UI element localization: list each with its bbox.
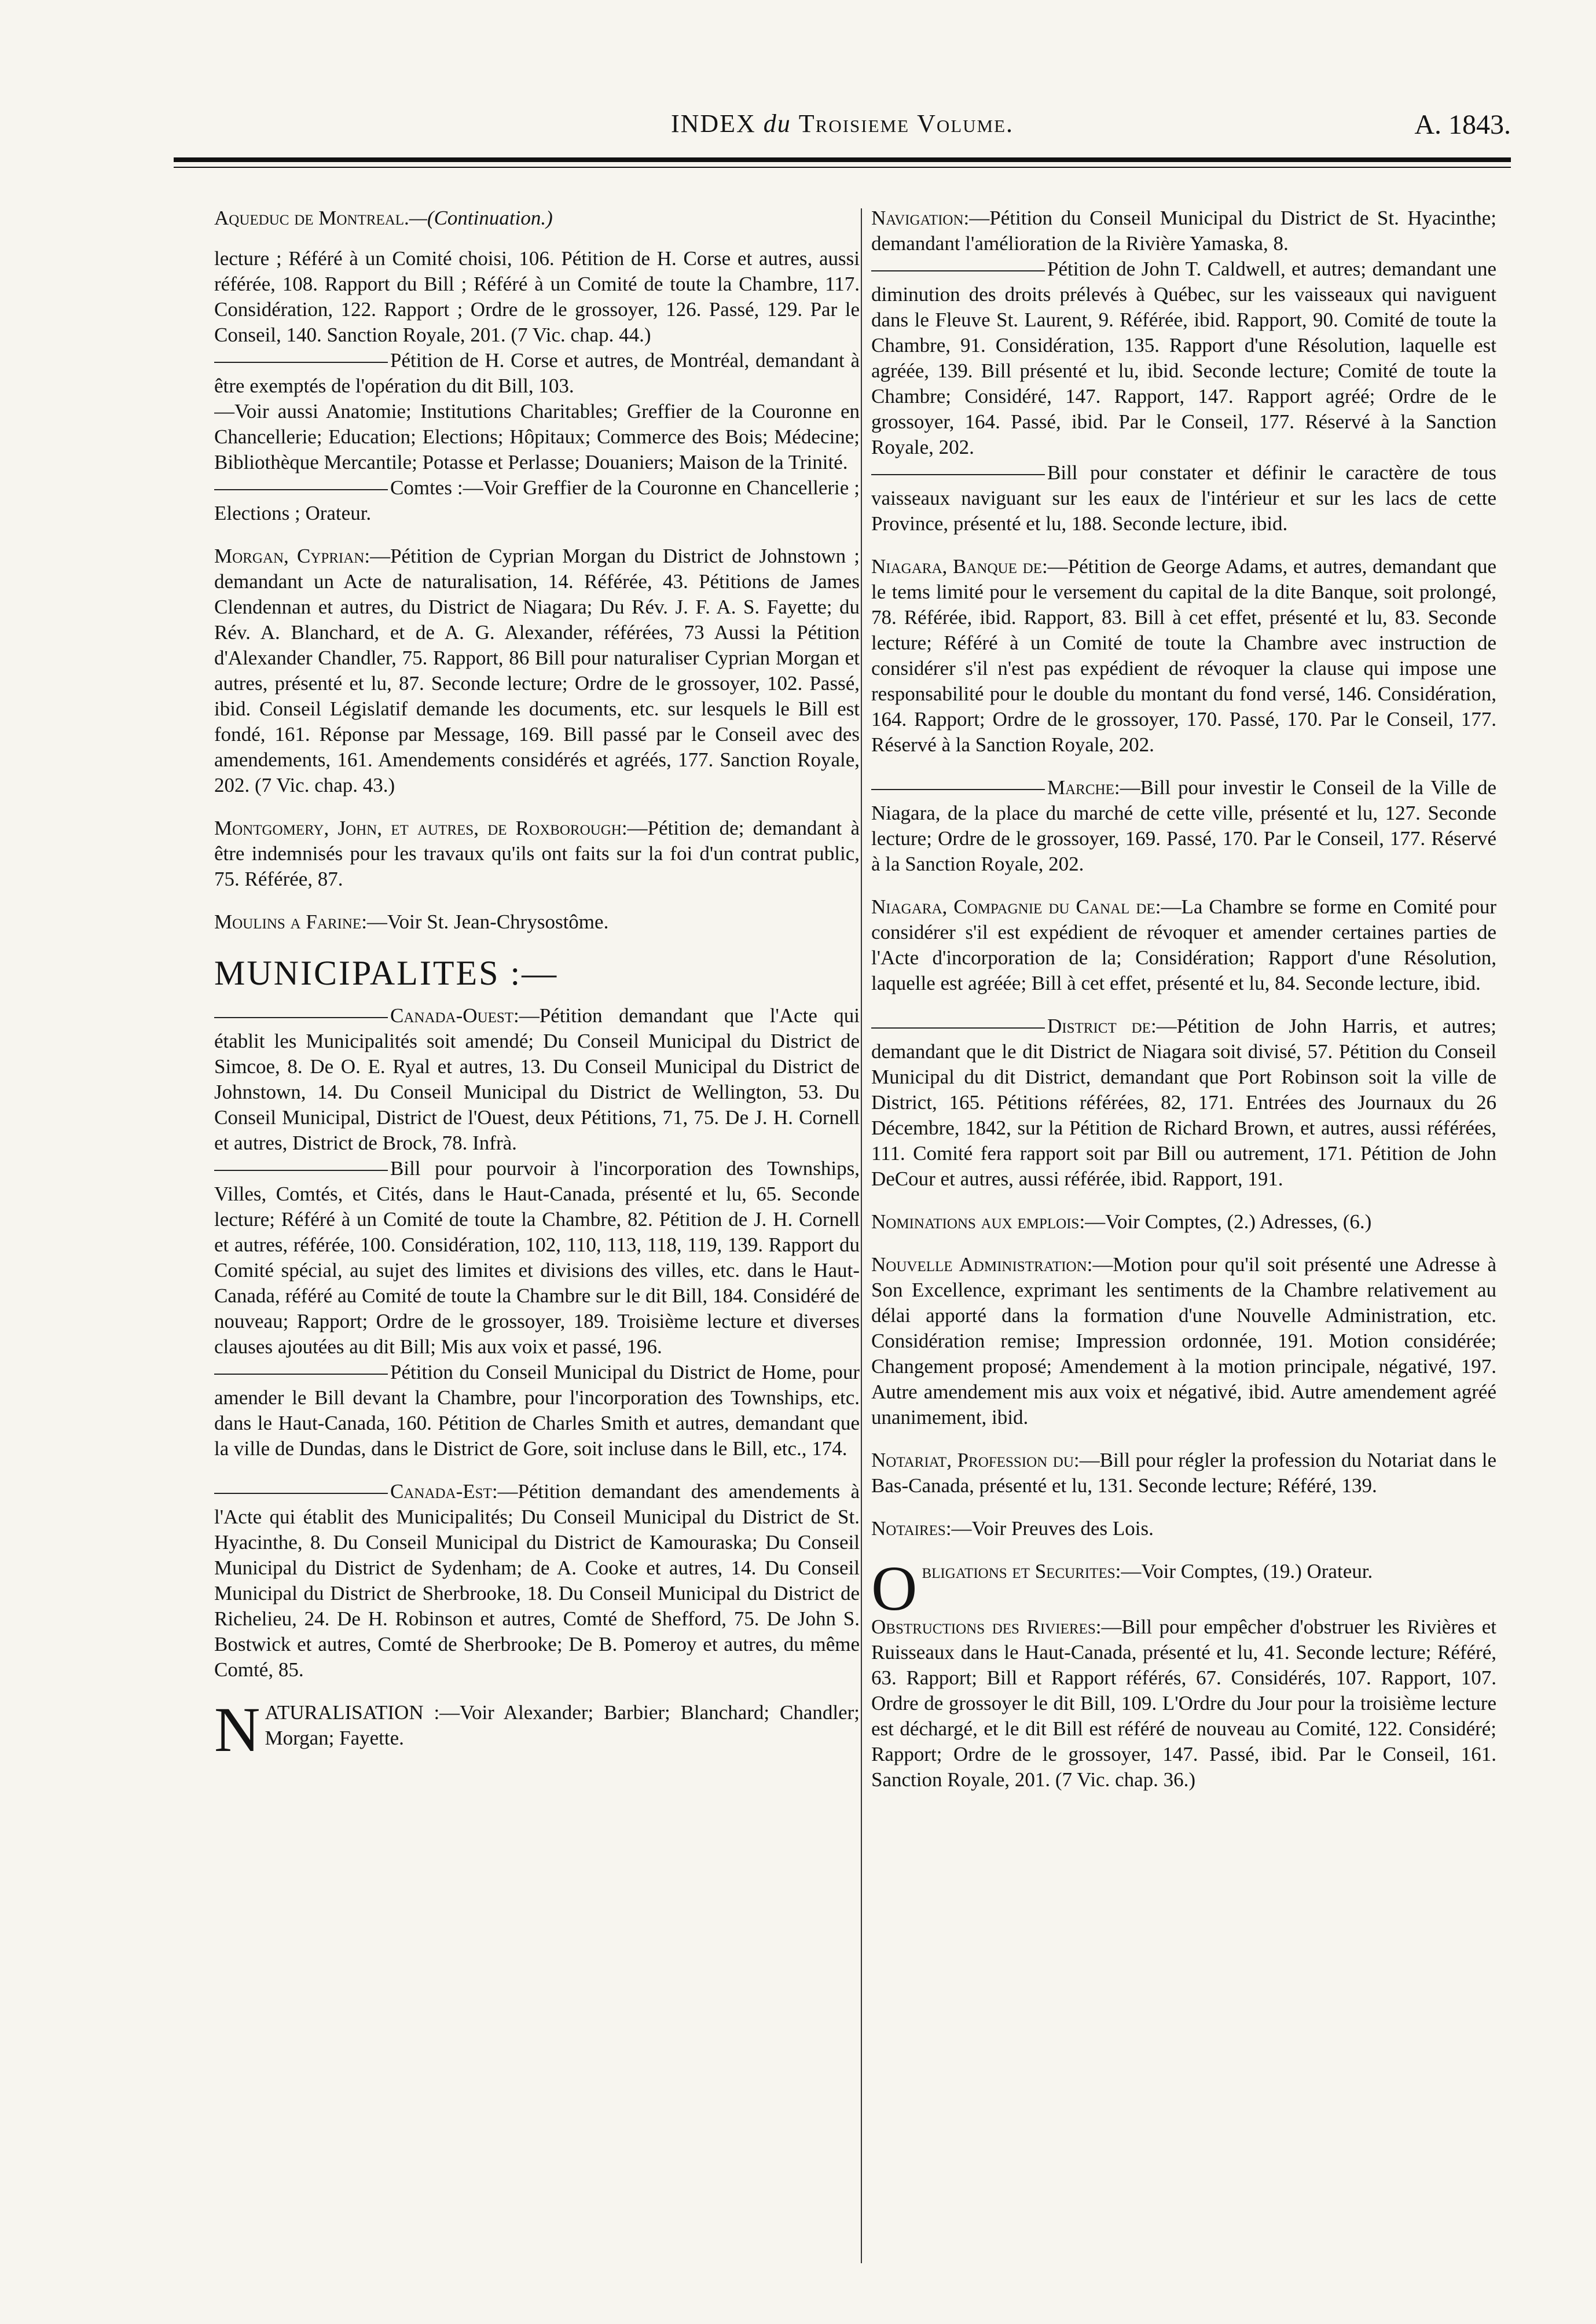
entry-canada-ouest — [214, 1003, 860, 1462]
entry-text: :—Bill pour investir le Conseil de la Ville de Niagara, de la place du marché de cette ville, présenté et lu, 127. Seconde lecture; Ordre de le grossoyer, 169. Passé, 170. Par le Conseil, 177. Réservé à la Sanction Royale, 202. — [871, 776, 1496, 875]
entry-district — [871, 1014, 1496, 1192]
entry-obligations — [871, 1553, 1496, 1624]
entry-text: —Voir aussi Anatomie; Institutions Charitables; Greffier de la Couronne en Chancellerie; Education; Elections; Hôpitaux; Commerce des Bois; Médecine; Bibliothèque Mercantile; Potasse et Perlasse; Douaniers; Maison de la Trinité. — [214, 400, 860, 473]
entry-montgomery — [214, 816, 860, 892]
entry-heading: Aqueduc de Montreal. — [214, 207, 409, 229]
entry-text: :—Pétition de George Adams, et autres, demandant que le tems limité pour le versement du capital de la dite Banque, soit prolongé, 78. Référée, ibid. Rapport, 83. Bill à cet effet, présenté et lu, 83. Seconde lecture; Référé à un Comité de toute la Chambre avec instruction de considérer s'il n'est pas expédient de révoquer la clause qui impose une responsabilité pour le double du montant du fond versé, 146. Considération, 164. Rapport; Ordre de le grossoyer, 170. Passé, 170. Par le Conseil, 177. Réservé à la Sanction Royale, 202. — [871, 555, 1496, 756]
entry-heading: Montgomery, John, et autres, de Roxborough — [214, 817, 622, 839]
entry-heading: Notariat, Profession du — [871, 1449, 1074, 1471]
right-column — [871, 205, 1496, 2266]
entry-text: :—Bill pour empêcher d'obstruer les Rivières et Ruisseaux dans le Haut-Canada, présenté et lu, 41. Seconde lecture; Référé, 63. Rapport; Bill et Rapport référés, 67. Considérés, 107. Rapport, 107. Ordre de grossoyer le dit Bill, 109. L'Ordre du Jour pour la troisième lecture est déchargé, et le dit Bill est référé de nouveau au Comité, 122. Considéré; Rapport; Ordre de le grossoyer, 147. Passé, ibid. Par le Conseil, 161. Sanction Royale, 201. (7 Vic. chap. 36.) — [871, 1616, 1496, 1791]
dash-rule — [214, 1017, 388, 1018]
dash-rule — [871, 270, 1045, 271]
entry-obstructions — [871, 1614, 1496, 1793]
drop-cap: N — [214, 1694, 261, 1765]
entry-heading: Morgan, Cyprian: — [214, 545, 370, 567]
entry-moulins — [214, 909, 860, 935]
dash-rule — [871, 789, 1045, 790]
entry-naturalisation — [214, 1694, 860, 1765]
entry-heading: Canada-Ouest — [390, 1004, 514, 1027]
entry-heading: Moulins a Farine — [214, 910, 362, 933]
entry-heading: Nouvelle Administration — [871, 1253, 1087, 1276]
entry-notaires — [871, 1516, 1496, 1541]
drop-cap: O — [871, 1553, 918, 1624]
entry-text: :—Voir Comptes, (2.) Adresses, (6.) — [1079, 1210, 1372, 1233]
entry-marche — [871, 775, 1496, 877]
header-rule-thin — [174, 167, 1511, 168]
entry-heading: Marche — [1047, 776, 1114, 799]
header-troisieme: Troisieme — [798, 109, 910, 138]
column-divider — [861, 208, 862, 2263]
header-du: du — [763, 109, 791, 138]
dash-rule — [214, 489, 388, 490]
entry-text: :—Motion pour qu'il soit présenté une Adresse à Son Excellence, exprimant les sentiments de la Chambre relativement au délai apporté dans la formation d'une Nouvelle Administration, etc. Considération remise; Impression ordonnée, 191. Motion considérée; Changement proposé; Amendement à la motion principale, négativé, 197. Autre amendement mis aux voix et négativé, ibid. Autre amendement agréé unanimement, ibid. — [871, 1253, 1496, 1429]
dash-rule — [214, 1374, 388, 1375]
header-volume: Volume. — [917, 109, 1014, 138]
entry-navigation — [871, 205, 1496, 537]
entry-text: :—La Chambre se forme en Comité pour considérer s'il est expédient de révoquer et amender certaines parties de l'Acte d'incorporation de la; Considération; Rapport d'une Résolution, laquelle est agréée; Bill à cet effet, présenté et lu, 84. Seconde lecture, ibid. — [871, 895, 1496, 994]
entry-morgan — [214, 544, 860, 798]
entry-continuation: —(Continuation.) — [409, 207, 553, 229]
dash-rule — [214, 1170, 388, 1171]
entry-aqueduc — [214, 205, 860, 526]
entry-text: :—Pétition de John Harris, et autres; demandant que le dit District de Niagara soit divisé, 57. Pétition du Conseil Municipal du dit District, demandant que Port Robinson soit la ville de District, 165. Pétitions référées, 82, 171. Entrées des Journaux du 26 Décembre, 1842, sur la Pétition de Richard Brown, et autres, aussi référées, 111. Comité fera rapport soit par Bill ou autrement, 171. Pétition de John DeCour et autres, aussi référée, ibid. Rapport, 191. — [871, 1015, 1496, 1190]
entry-heading: Nominations aux emplois — [871, 1210, 1080, 1233]
entry-text: lecture ; Référé à un Comité choisi, 106. Pétition de H. Corse et autres, aussi référée, 108. Rapport du Bill ; Référé à un Comité de toute la Chambre, 117. Considération, 122. Rapport ; Ordre de le grossoyer, 126. Passé, 129. Par le Conseil, 140. Sanction Royale, 201. (7 Vic. chap. 44.) — [214, 247, 860, 346]
entry-heading: Obstructions des Rivieres — [871, 1616, 1096, 1638]
entry-nominations — [871, 1209, 1496, 1235]
entry-text: :—Voir Preuves des Lois. — [945, 1517, 1154, 1540]
dash-rule — [214, 362, 388, 363]
entry-heading: District de — [1047, 1015, 1151, 1037]
header-index: INDEX — [670, 109, 756, 138]
entry-text: :—Voir St. Jean-Chrysostôme. — [361, 910, 609, 933]
entry-text: :—Voir Comptes, (19.) Orateur. — [1115, 1560, 1373, 1583]
entry-text: Bill pour pourvoir à l'incorporation des Townships, Villes, Comtés, et Cités, dans le Haut-Canada, présenté et lu, 65. Seconde lecture; Référé à un Comité de toute la Chambre, 82. Pétition de J. H. Cornell et autres, référée, 100. Considération, 102, 110, 113, 118, 119, 139. Rapport du Comité spécial, au sujet des limites et divisions des villes, etc. dans le Haut-Canada, référé au Comité de toute la Chambre sur le dit Bill, 184. Considéré de nouveau; Rapport; Ordre de le grossoyer, 189. Troisième lecture et diverses clauses ajoutées au dit Bill; Mis aux voix et passé, 196. — [214, 1157, 860, 1358]
entry-text: Comtes :—Voir Greffier de la Couronne en Chancellerie ; Elections ; Orateur. — [214, 476, 860, 524]
entry-niagara-banque — [871, 554, 1496, 758]
page-header — [174, 109, 1511, 149]
left-column — [214, 205, 860, 2266]
dash-rule — [871, 1027, 1045, 1029]
entry-heading: Canada-Est — [390, 1480, 492, 1503]
dash-rule — [214, 1493, 388, 1494]
section-heading-municipalites: MUNICIPALITES :— — [214, 954, 559, 992]
entry-text: :—Pétition de; demandant à être indemnisés pour les travaux qu'ils ont faits sur la foi d'un contrat public, 75. Référée, 87. — [214, 817, 860, 890]
dash-rule — [871, 474, 1045, 475]
entry-canada-est — [214, 1479, 860, 1683]
entry-text: Pétition de John T. Caldwell, et autres; demandant une diminution des droits prélevés à Québec, sur les vaisseaux qui naviguent dans le Fleuve St. Laurent, 9. Référée, ibid. Rapport, 90. Comité de toute la Chambre, 91. Considération, 135. Rapport d'une Résolution, laquelle est agréée, 139. Bill présenté et lu, ibid. Seconde lecture; Comité de toute la Chambre; Considéré, 147. Rapport, 147. Rapport agréé; Ordre de le grossoyer, 164. Passé, ibid. Par le Conseil, 177. Réservé à la Sanction Royale, 202. — [871, 258, 1496, 458]
entry-heading: Notaires — [871, 1517, 946, 1540]
entry-text: —Pétition de Cyprian Morgan du District de Johnstown ; demandant un Acte de naturalisation, 14. Référée, 43. Pétitions de James Clendennan et autres, du District de Niagara; Du Rév. J. F. A. S. Fayette; du Rév. A. Blanchard, et de A. G. Alexander, référées, 73 Aussi la Pétition d'Alexander Chandler, 75. Rapport, 86 Bill pour naturaliser Cyprian Morgan et autres, présenté et lu, 87. Seconde lecture; Ordre de le grossoyer, 102. Passé, ibid. Conseil Législatif demande les documents, etc. sur lesquels le Bill est fondé, 161. Réponse par Message, 169. Bill passé par le Conseil avec des amendements, 161. Amendements considérés et agréés, 177. Sanction Royale, 202. (7 Vic. chap. 43.) — [214, 545, 860, 796]
entry-heading: Niagara, Compagnie du Canal de — [871, 895, 1155, 918]
entry-text: ATURALISATION :—Voir Alexander; Barbier; Blanchard; Chandler; Morgan; Fayette. — [265, 1701, 860, 1749]
entry-heading: bligations et Securites — [922, 1560, 1116, 1583]
entry-heading: Navigation — [871, 207, 964, 229]
header-year: A. 1843. — [1414, 109, 1511, 140]
entry-nouvelle-administration — [871, 1252, 1496, 1430]
entry-niagara-canal — [871, 894, 1496, 996]
entry-text: :—Pétition demandant des amendements à l'Acte qui établit des Municipalités; Du Conseil Municipal du District de St. Hyacinthe, 8. Du Conseil Municipal du District de Kamouraska; Du Conseil Municipal du District de Sydenham; de A. Cooke et autres, 14. Du Conseil Municipal du District de Sherbrooke, 18. Du Conseil Municipal du District de Richelieu, 24. De H. Robinson et autres, Comté de Shefford, 75. De John S. Bostwick et autres, Comté de Sherbrooke; De B. Pomeroy et autres, du même Comté, 85. — [214, 1480, 860, 1681]
entry-notariat — [871, 1448, 1496, 1499]
entry-text: Pétition de H. Corse et autres, de Montréal, demandant à être exemptés de l'opération du dit Bill, 103. — [214, 349, 860, 397]
entry-text: :—Pétition demandant que l'Acte qui établit les Municipalités soit amendé; Du Conseil Municipal du District de Simcoe, 8. De O. E. Ryal et autres, 13. Du Conseil Municipal du District de Johnstown, 14. Du Conseil Municipal du District de Wellington, 53. Du Conseil Municipal, District de l'Ouest, deux Pétitions, 71, 75. De J. H. Cornell et autres, District de Brock, 78. Infrà. — [214, 1004, 860, 1154]
header-title — [174, 109, 1511, 138]
entry-text: Bill pour constater et définir le caractère de tous vaisseaux naviguant sur les eaux de l'intérieur et sur les lacs de cette Province, présenté et lu, 188. Seconde lecture, ibid. — [871, 461, 1496, 535]
entry-text: :—Bill pour régler la profession du Notariat dans le Bas-Canada, présenté et lu, 131. Seconde lecture; Référé, 139. — [871, 1449, 1496, 1497]
entry-text: Pétition du Conseil Municipal du District de Home, pour amender le Bill devant la Chambre, pour l'incorporation des Townships, etc. dans le Haut-Canada, 160. Pétition de Charles Smith et autres, demandant que la ville de Dundas, dans le District de Gore, soit incluse dans le Bill, etc., 174. — [214, 1361, 860, 1460]
entry-heading: Niagara, Banque de — [871, 555, 1042, 578]
header-rule-thick — [174, 157, 1511, 162]
entry-text: :—Pétition du Conseil Municipal du District de St. Hyacinthe; demandant l'amélioration de la Rivière Yamaska, 8. — [871, 207, 1496, 255]
